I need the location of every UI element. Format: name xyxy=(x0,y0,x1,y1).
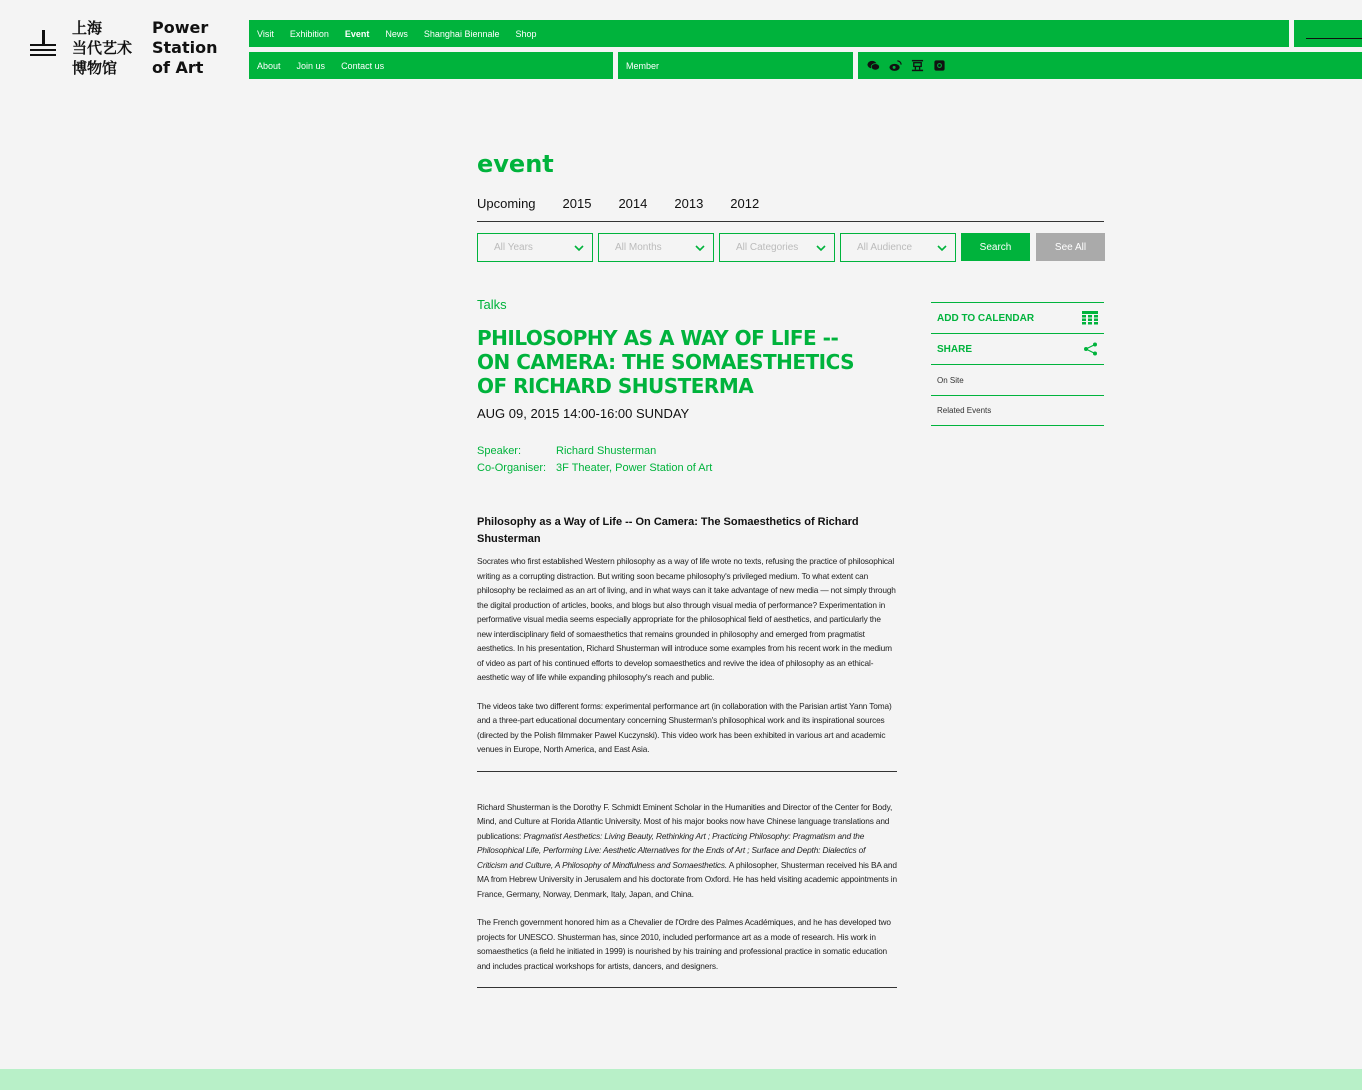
divider xyxy=(477,771,897,772)
year-tabs xyxy=(477,196,1104,222)
event-date: AUG 09, 2015 14:00-16:00 SUNDAY xyxy=(477,406,690,421)
douban-icon[interactable] xyxy=(910,59,924,73)
nav-join-us[interactable]: Join us xyxy=(296,60,326,71)
coorganiser-label: Co-Organiser: xyxy=(477,462,547,474)
audience-select[interactable] xyxy=(840,233,956,262)
divider xyxy=(477,987,897,988)
category-select-value: All Categories xyxy=(736,242,799,253)
secondary-nav xyxy=(249,52,613,79)
nav-news[interactable]: News xyxy=(385,28,408,39)
site-logo[interactable] xyxy=(30,18,230,80)
chevron-down-icon xyxy=(695,243,705,253)
primary-nav xyxy=(249,20,1289,47)
event-filters xyxy=(477,233,1105,262)
tab-2015[interactable]: 2015 xyxy=(562,196,592,211)
logo-english-name: Power Station of Art xyxy=(152,18,218,77)
nav-contact-us[interactable]: Contact us xyxy=(341,60,385,71)
search-underline xyxy=(1306,38,1362,39)
social-bar xyxy=(858,52,1362,79)
description-paragraph-1: Socrates who first established Western philosophy as a way of life wrote no texts, refusing the practice of philosophical writing as a corrupting distraction. But writing soon became philosophy's privileged medium. To what extent can philosophy be reclaimed as an art of living, and in what ways can it take advantage of new media — not simply through the digital production of articles, books, and blogs but also through visual media of performance? Experimentation in performative visual media seems especially appropriate for the philosophical field of aesthetics, and particularly the new interdisciplinary field of somaesthetics that remains grounded in philosophy and emerged from pragmatist aesthetics. In his presentation, Richard Shusterman will introduce some examples from his recent work in the medium of video as part of his continued efforts to develop somaesthetics and revive the idea of philosophy as an ethical-aesthetic way of life while expanding philosophy's reach and public. xyxy=(477,556,896,682)
related-events-link[interactable] xyxy=(931,395,1104,426)
chevron-down-icon xyxy=(937,243,947,253)
event-description xyxy=(477,514,897,1016)
tab-2013[interactable]: 2013 xyxy=(674,196,704,211)
event-title: PHILOSOPHY AS A WAY OF LIFE -- ON CAMERA: THE SOMAESTHETICS OF RICHARD SHUSTERMA xyxy=(477,326,855,398)
audience-select-value: All Audience xyxy=(857,242,913,253)
month-select-value: All Months xyxy=(615,242,662,253)
share-label: SHARE xyxy=(937,343,973,355)
nav-event[interactable]: Event xyxy=(344,28,370,39)
tab-upcoming[interactable]: Upcoming xyxy=(477,196,536,211)
year-select[interactable] xyxy=(477,233,593,262)
member-bar xyxy=(618,52,853,79)
add-to-calendar-label: ADD TO CALENDAR xyxy=(937,312,1035,324)
chevron-down-icon xyxy=(816,243,826,253)
tab-2012[interactable]: 2012 xyxy=(730,196,760,211)
chevron-down-icon xyxy=(574,243,584,253)
nav-member[interactable]: Member xyxy=(626,60,660,71)
on-site-label: On Site xyxy=(937,375,964,385)
bio-outro: A philosopher, Shusterman received his BA and MA from Hebrew University in Jerusalem and his doctorate from Oxford. He has held visiting academic appointments in France, Germany, Norway, Denmark, Italy, Japan, and China. xyxy=(477,859,897,899)
share-button[interactable] xyxy=(931,333,1104,364)
month-select[interactable] xyxy=(598,233,714,262)
weibo-icon[interactable] xyxy=(888,59,902,73)
tab-2014[interactable]: 2014 xyxy=(618,196,648,211)
description-heading: Philosophy as a Way of Life -- On Camera: The Somaesthetics of Richard Shusterman xyxy=(477,516,859,545)
nav-exhibition[interactable]: Exhibition xyxy=(289,28,329,39)
nav-shanghai-biennale[interactable]: Shanghai Biennale xyxy=(423,28,500,39)
instagram-icon[interactable] xyxy=(932,59,946,73)
wechat-icon[interactable] xyxy=(866,59,880,73)
event-category[interactable]: Talks xyxy=(477,297,507,312)
footer-bar xyxy=(0,1069,1362,1090)
calendar-icon xyxy=(1082,311,1098,325)
event-meta xyxy=(477,443,712,477)
related-events-label: Related Events xyxy=(937,406,992,415)
search-button[interactable]: Search xyxy=(961,233,1030,261)
category-select[interactable] xyxy=(719,233,835,262)
speaker-label: Speaker: xyxy=(477,445,522,457)
description-paragraph-2: The videos take two different forms: experimental performance art (in collaboration with the Parisian artist Yann Toma) and a three-part educational documentary concerning Shusterman's philosophical work and its inspirational sources (directed by the Polish filmmaker Pawel Kuczynski). This video work has been exhibited in various art and academic venues in Europe, North America, and East Asia. xyxy=(477,700,892,754)
year-select-value: All Years xyxy=(494,242,533,253)
see-all-button[interactable]: See All xyxy=(1036,233,1105,261)
bio-book-titles: Pragmatist Aesthetics: Living Beauty, Rethinking Art ; Practicing Philosophy: Pragmatism and the Philosophical Life, Performing Live: Aesthetic Alternatives for the Ends of Art ; Surface and Depth: Dialectics of Criticism and Culture, A Philosophy of Mindfulness and Somaesthetics. xyxy=(477,830,866,870)
bio-paragraph xyxy=(477,800,897,902)
on-site-link[interactable] xyxy=(931,364,1104,395)
add-to-calendar-button[interactable] xyxy=(931,302,1104,333)
coorganiser-value: 3F Theater, Power Station of Art xyxy=(556,462,713,474)
speaker-value: Richard Shusterman xyxy=(556,445,657,457)
logo-chinese-name: 上海 当代艺术 博物馆 xyxy=(72,19,133,77)
language-search-bar[interactable] xyxy=(1294,20,1362,47)
bio-intro: Richard Shusterman is the Dorothy F. Schmidt Eminent Scholar in the Humanities and Director of the Center for Body, Mind, and Culture at Florida Atlantic University. Most of his major books now have Chinese language translations and publications: xyxy=(477,801,893,841)
nav-about[interactable]: About xyxy=(257,60,281,71)
event-sidebar xyxy=(931,302,1104,426)
share-icon xyxy=(1082,342,1098,356)
nav-visit[interactable]: Visit xyxy=(257,28,274,39)
nav-shop[interactable]: Shop xyxy=(515,28,537,39)
page-title: event xyxy=(477,150,554,178)
bio-paragraph-2: The French government honored him as a Chevalier de l'Ordre des Palmes Académiques, and he has developed two projects for UNESCO. Shusterman has, since 2010, included performance art as a mode of research. His work in somaesthetics (a field he initiated in 1999) is nourished by his training and professional practice in somatic education and includes practical workshops for artists, dancers, and designers. xyxy=(477,917,891,971)
logo-mark-icon xyxy=(30,30,58,58)
